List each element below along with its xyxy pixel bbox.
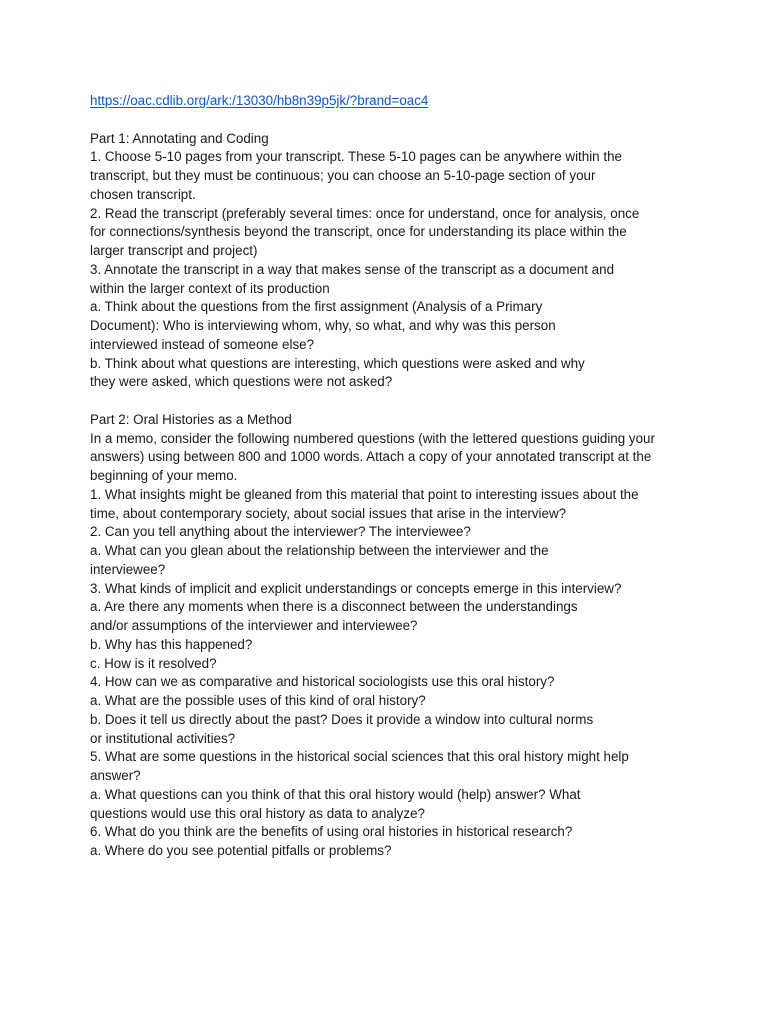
part2-line: a. What questions can you think of that this oral history would (help) answer? What — [90, 786, 581, 802]
part1-line: Document): Who is interviewing whom, why, so what, and why was this person — [90, 318, 556, 333]
part1-section — [90, 130, 690, 393]
part2-line: 6. What do you think are the benefits of using oral histories in historical research? — [90, 824, 573, 840]
part2-line: b. Does it tell us directly about the past? Does it provide a window into cultural norms — [90, 711, 594, 727]
part2-line: c. How is it resolved? — [90, 655, 217, 671]
part1-title: Part 1: Annotating and Coding — [90, 130, 269, 146]
part1-line: interviewed instead of someone else? — [90, 336, 315, 352]
part2-title: Part 2: Oral Histories as a Method — [90, 411, 292, 427]
part2-line: In a memo, consider the following numbered questions (with the lettered questions guiding your — [90, 430, 655, 446]
part2-line: 5. What are some questions in the historical social sciences that this oral history might help — [90, 749, 629, 765]
part1-line: transcript, but they must be continuous; you can choose an 5-10-page section of your — [90, 168, 596, 183]
spacer — [90, 111, 690, 130]
part2-line: time, about contemporary society, about social issues that arise in the interview? — [90, 505, 567, 521]
part2-line: b. Why has this happened? — [90, 636, 253, 652]
part2-line: a. What can you glean about the relationship between the interviewer and the — [90, 543, 549, 558]
part1-line: chosen transcript. — [90, 186, 196, 202]
part2-line: 2. Can you tell anything about the interviewer? The interviewee? — [90, 524, 471, 540]
part1-line: a. Think about the questions from the first assignment (Analysis of a Primary — [90, 299, 543, 315]
part1-line: b. Think about what questions are interesting, which questions were asked and why — [90, 355, 585, 371]
part2-line: 4. How can we as comparative and historical sociologists use this oral history? — [90, 674, 555, 690]
part2-line: beginning of your memo. — [90, 468, 238, 483]
part1-line: within the larger context of its production — [90, 280, 330, 296]
part2-line: and/or assumptions of the interviewer and interviewee? — [90, 618, 418, 633]
spacer — [90, 392, 690, 411]
part2-line: 1. What insights might be gleaned from this material that point to interesting issues about the — [90, 486, 639, 502]
part2-line: or institutional activities? — [90, 730, 236, 746]
part1-line: larger transcript and project) — [90, 243, 258, 258]
part2-line: interviewee? — [90, 561, 166, 577]
part2-line: a. Where do you see potential pitfalls or problems? — [90, 843, 392, 858]
part1-line: for connections/synthesis beyond the transcript, once for understanding its place within the — [90, 224, 627, 240]
part2-line: 3. What kinds of implicit and explicit understandings or concepts emerge in this interview? — [90, 580, 622, 596]
part2-line: a. Are there any moments when there is a disconnect between the understandings — [90, 599, 578, 615]
part2-line: answers) using between 800 and 1000 words. Attach a copy of your annotated transcript at the — [90, 449, 652, 465]
part2-line: questions would use this oral history as data to analyze? — [90, 805, 425, 821]
part1-line: 2. Read the transcript (preferably several times: once for understand, once for analysis, once — [90, 205, 640, 221]
part2-section — [90, 411, 690, 861]
part1-line: 3. Annotate the transcript in a way that makes sense of the transcript as a document and — [90, 261, 615, 277]
part2-line: answer? — [90, 768, 141, 783]
part1-line: they were asked, which questions were not asked? — [90, 374, 393, 390]
document-body — [90, 92, 690, 861]
part1-line: 1. Choose 5-10 pages from your transcript. These 5-10 pages can be anywhere within the — [90, 149, 622, 165]
source-link[interactable]: https://oac.cdlib.org/ark:/13030/hb8n39p5jk/?brand=oac4 — [90, 93, 429, 108]
part2-line: a. What are the possible uses of this kind of oral history? — [90, 693, 426, 708]
